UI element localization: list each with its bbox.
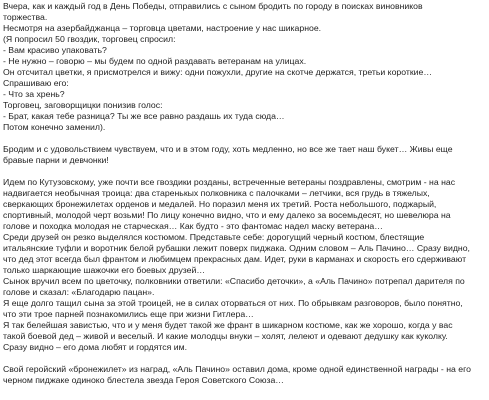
text-line: спортивный, молодой черт возьми! По лицу конечно видно, что и ему далеко за восемьдесят, но шевелюра на (3, 210, 451, 220)
paragraph (3, 1, 486, 133)
text-line: - Брат, какая тебе разница? Ты же все равно раздашь их туда сюда… (3, 111, 285, 121)
text-line: (Я попросил 50 гвоздик, торговец спросил: (3, 34, 176, 44)
text-line: Вчера, как и каждый год в День Победы, отправились с сыном бродить по городу в поисках виновников (3, 1, 423, 11)
text-line: голове и сказал: «Благодарю пацан». (3, 287, 155, 297)
paragraph-gap (3, 353, 486, 364)
text-line: Я так белейшая завистью, что и у меня будет такой же франт в шикарном костюме, как же хорошо, когда у вас (3, 320, 453, 330)
text-line: Сынок вручил всем по цветочку, полковники ответили: «Спасибо деточки», а «Аль Пачино» потрепал дарителя по (3, 276, 465, 286)
text-line: Свой геройский «бронежилет» из наград, «Аль Пачино» оставил дома, кроме одной единственной награды - на его (3, 364, 471, 374)
text-line: черном пиджаке одиноко блестела звезда Героя Советского Союза… (3, 375, 284, 385)
paragraph-gap (3, 166, 486, 177)
text-line: сверкающих бронежилетах орденов и медалей. Но поразил меня их третий. Роста небольшого, поджарый, (3, 199, 437, 209)
text-line: такой боевой дед – живой и веселый. И какие молодцы внуки – холят, лелеют и одевают дедушку как куколку. (3, 331, 448, 341)
text-line: Потом конечно заменил). (3, 122, 106, 132)
text-line: Бродим и с удовольствием чувствуем, что и в этом году, хоть медленно, но все же тает наш букет… Живы еще (3, 144, 453, 154)
paragraph (3, 177, 486, 353)
text-line: - Не нужно – говорю – мы будем по одной раздавать ветеранам на улицах. (3, 56, 307, 66)
paragraph (3, 144, 486, 166)
text-line: Идем по Кутузовскому, уже почти все гвоздики розданы, встреченные ветераны поздравлены, смотрим - на нас (3, 177, 456, 187)
text-line: - Что за хрень? (3, 89, 65, 99)
text-line: Я еще долго тащил сына за этой троицей, не в силах оторваться от них. По обрывкам разговоров, было понятно, (3, 298, 463, 308)
text-line: торжества. (3, 12, 48, 22)
text-line: итальянские туфли и воротник белой рубашки лежит поверх пиджака. Одним словом – Аль Пачино… Сразу видно, (3, 243, 470, 253)
text-line: только шаркающие шажочки его боевых друзей… (3, 265, 206, 275)
text-line: Несмотря на азербайджанца – торговца цветами, настроение у нас шикарное. (3, 23, 322, 33)
text-line: Сразу видно – его дома любят и гордятся им. (3, 342, 188, 352)
text-line: Спрашиваю его: (3, 78, 69, 88)
paragraph (3, 364, 486, 386)
text-line: что дед этот всегда был франтом и любимцем прекрасных дам. Идет, руки в карманах и скорость его сдерживают (3, 254, 467, 264)
text-line: что эти трое парней познакомились еще при жизни Гитлера… (3, 309, 254, 319)
paragraph-gap (3, 133, 486, 144)
text-line: бравые парни и девчонки! (3, 155, 109, 165)
text-line: надвигается необычная троица: два старенькых полковника с палочками – летчики, вся грудь в тяжелых, (3, 188, 430, 198)
text-line: голове и походка молодая не старческая… Как будто - это фантомас надел маску ветерана… (3, 221, 383, 231)
text-line: Он отсчитал цветки, я присмотрелся и вижу: одни пожухли, другие на скотче держатся, третьи короткие… (3, 67, 433, 77)
text-line: Торговец, заговорщицки понизив голос: (3, 100, 163, 110)
text-line: Среди друзей он резко выделялся костюмом. Представьте себе: дорогущий черный костюм, блестящие (3, 232, 425, 242)
text-line: - Вам красиво упаковать? (3, 45, 107, 55)
